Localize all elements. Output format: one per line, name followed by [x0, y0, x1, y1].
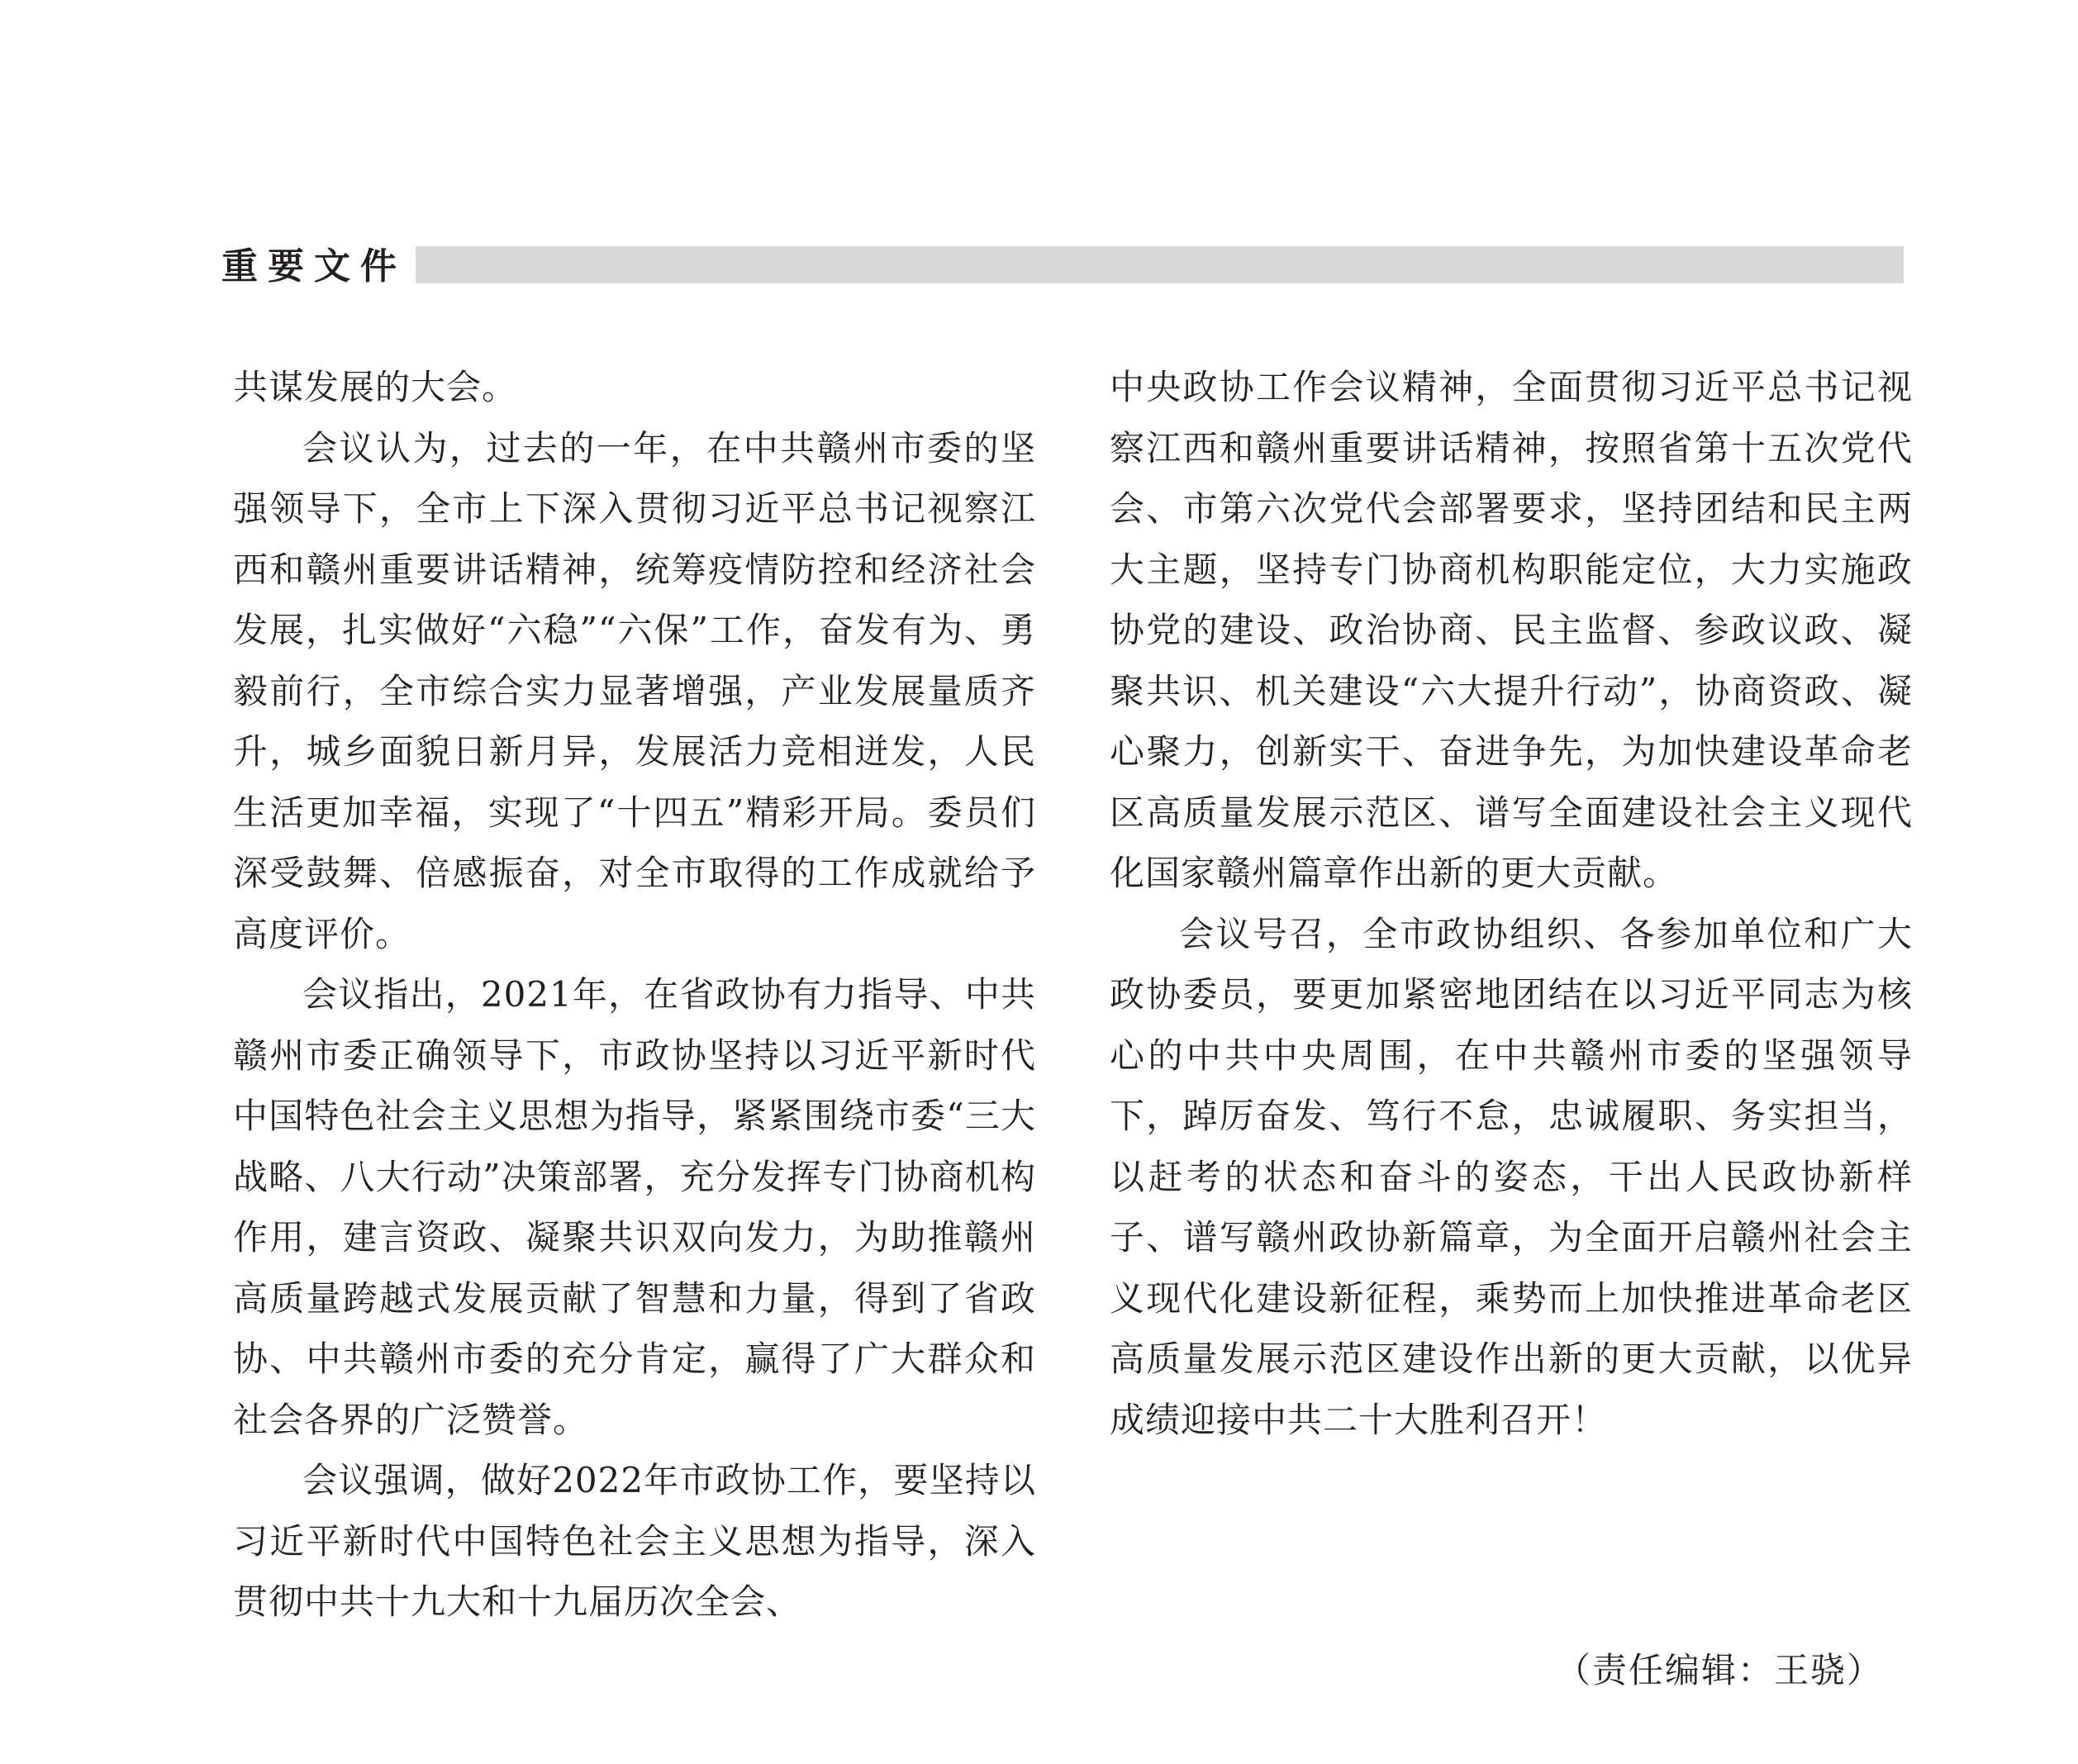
left-column — [233, 357, 1036, 1633]
section-title: 重要文件 — [221, 245, 407, 288]
section-header-bar — [416, 246, 1904, 283]
section-header — [221, 240, 1904, 294]
right-column — [1110, 357, 1913, 1450]
paragraph-continuation: 中央政协工作会议精神，全面贯彻习近平总书记视察江西和赣州重要讲话精神，按照省第十五次党代会、市第六次党代会部署要求，坚持团结和民主两大主题，坚持专门协商机构职能定位，大力实施政协党的建设、政治协商、民主监督、参政议政、凝聚共识、机关建设“六大提升行动”，协商资政、凝心聚力，创新实干、奋进争先，为加快建设革命老区高质量发展示范区、谱写全面建设社会主义现代化国家赣州篇章作出新的更大贡献。 — [1110, 367, 1913, 893]
paragraph: 会议强调，做好2022年市政协工作，要坚持以习近平新时代中国特色社会主义思想为指导，深入贯彻中共十九大和十九届历次全会、 — [233, 1460, 1036, 1622]
paragraph: 会议号召，全市政协组织、各参加单位和广大政协委员，要更加紧密地团结在以习近平同志为核心的中共中央周围，在中共赣州市委的坚强领导下，踔厉奋发、笃行不怠，忠诚履职、务实担当，以赶考的状态和奋斗的姿态，干出人民政协新样子、谱写赣州政协新篇章，为全面开启赣州社会主义现代化建设新征程，乘势而上加快推进革命老区高质量发展示范区建设作出新的更大贡献，以优异成绩迎接中共二十大胜利召开！ — [1110, 913, 1913, 1440]
paragraph-continuation: 共谋发展的大会。 — [233, 367, 518, 407]
editor-note: （责任编辑：王骁） — [1555, 1650, 1883, 1690]
paragraph: 会议认为，过去的一年，在中共赣州市委的坚强领导下，全市上下深入贯彻习近平总书记视察江西和赣州重要讲话精神，统筹疫情防控和经济社会发展，扎实做好“六稳”“六保”工作，奋发有为、勇毅前行，全市综合实力显著增强，产业发展量质齐升，城乡面貌日新月异，发展活力竞相迸发，人民生活更加幸福，实现了“十四五”精彩开局。委员们深受鼓舞、倍感振奋，对全市取得的工作成就给予高度评价。 — [233, 427, 1036, 954]
paragraph: 会议指出，2021年，在省政协有力指导、中共赣州市委正确领导下，市政协坚持以习近平新时代中国特色社会主义思想为指导，紧紧围绕市委“三大战略、八大行动”决策部署，充分发挥专门协商机构作用，建言资政、凝聚共识双向发力，为助推赣州高质量跨越式发展贡献了智慧和力量，得到了省政协、中共赣州市委的充分肯定，赢得了广大群众和社会各界的广泛赞誉。 — [233, 974, 1036, 1440]
